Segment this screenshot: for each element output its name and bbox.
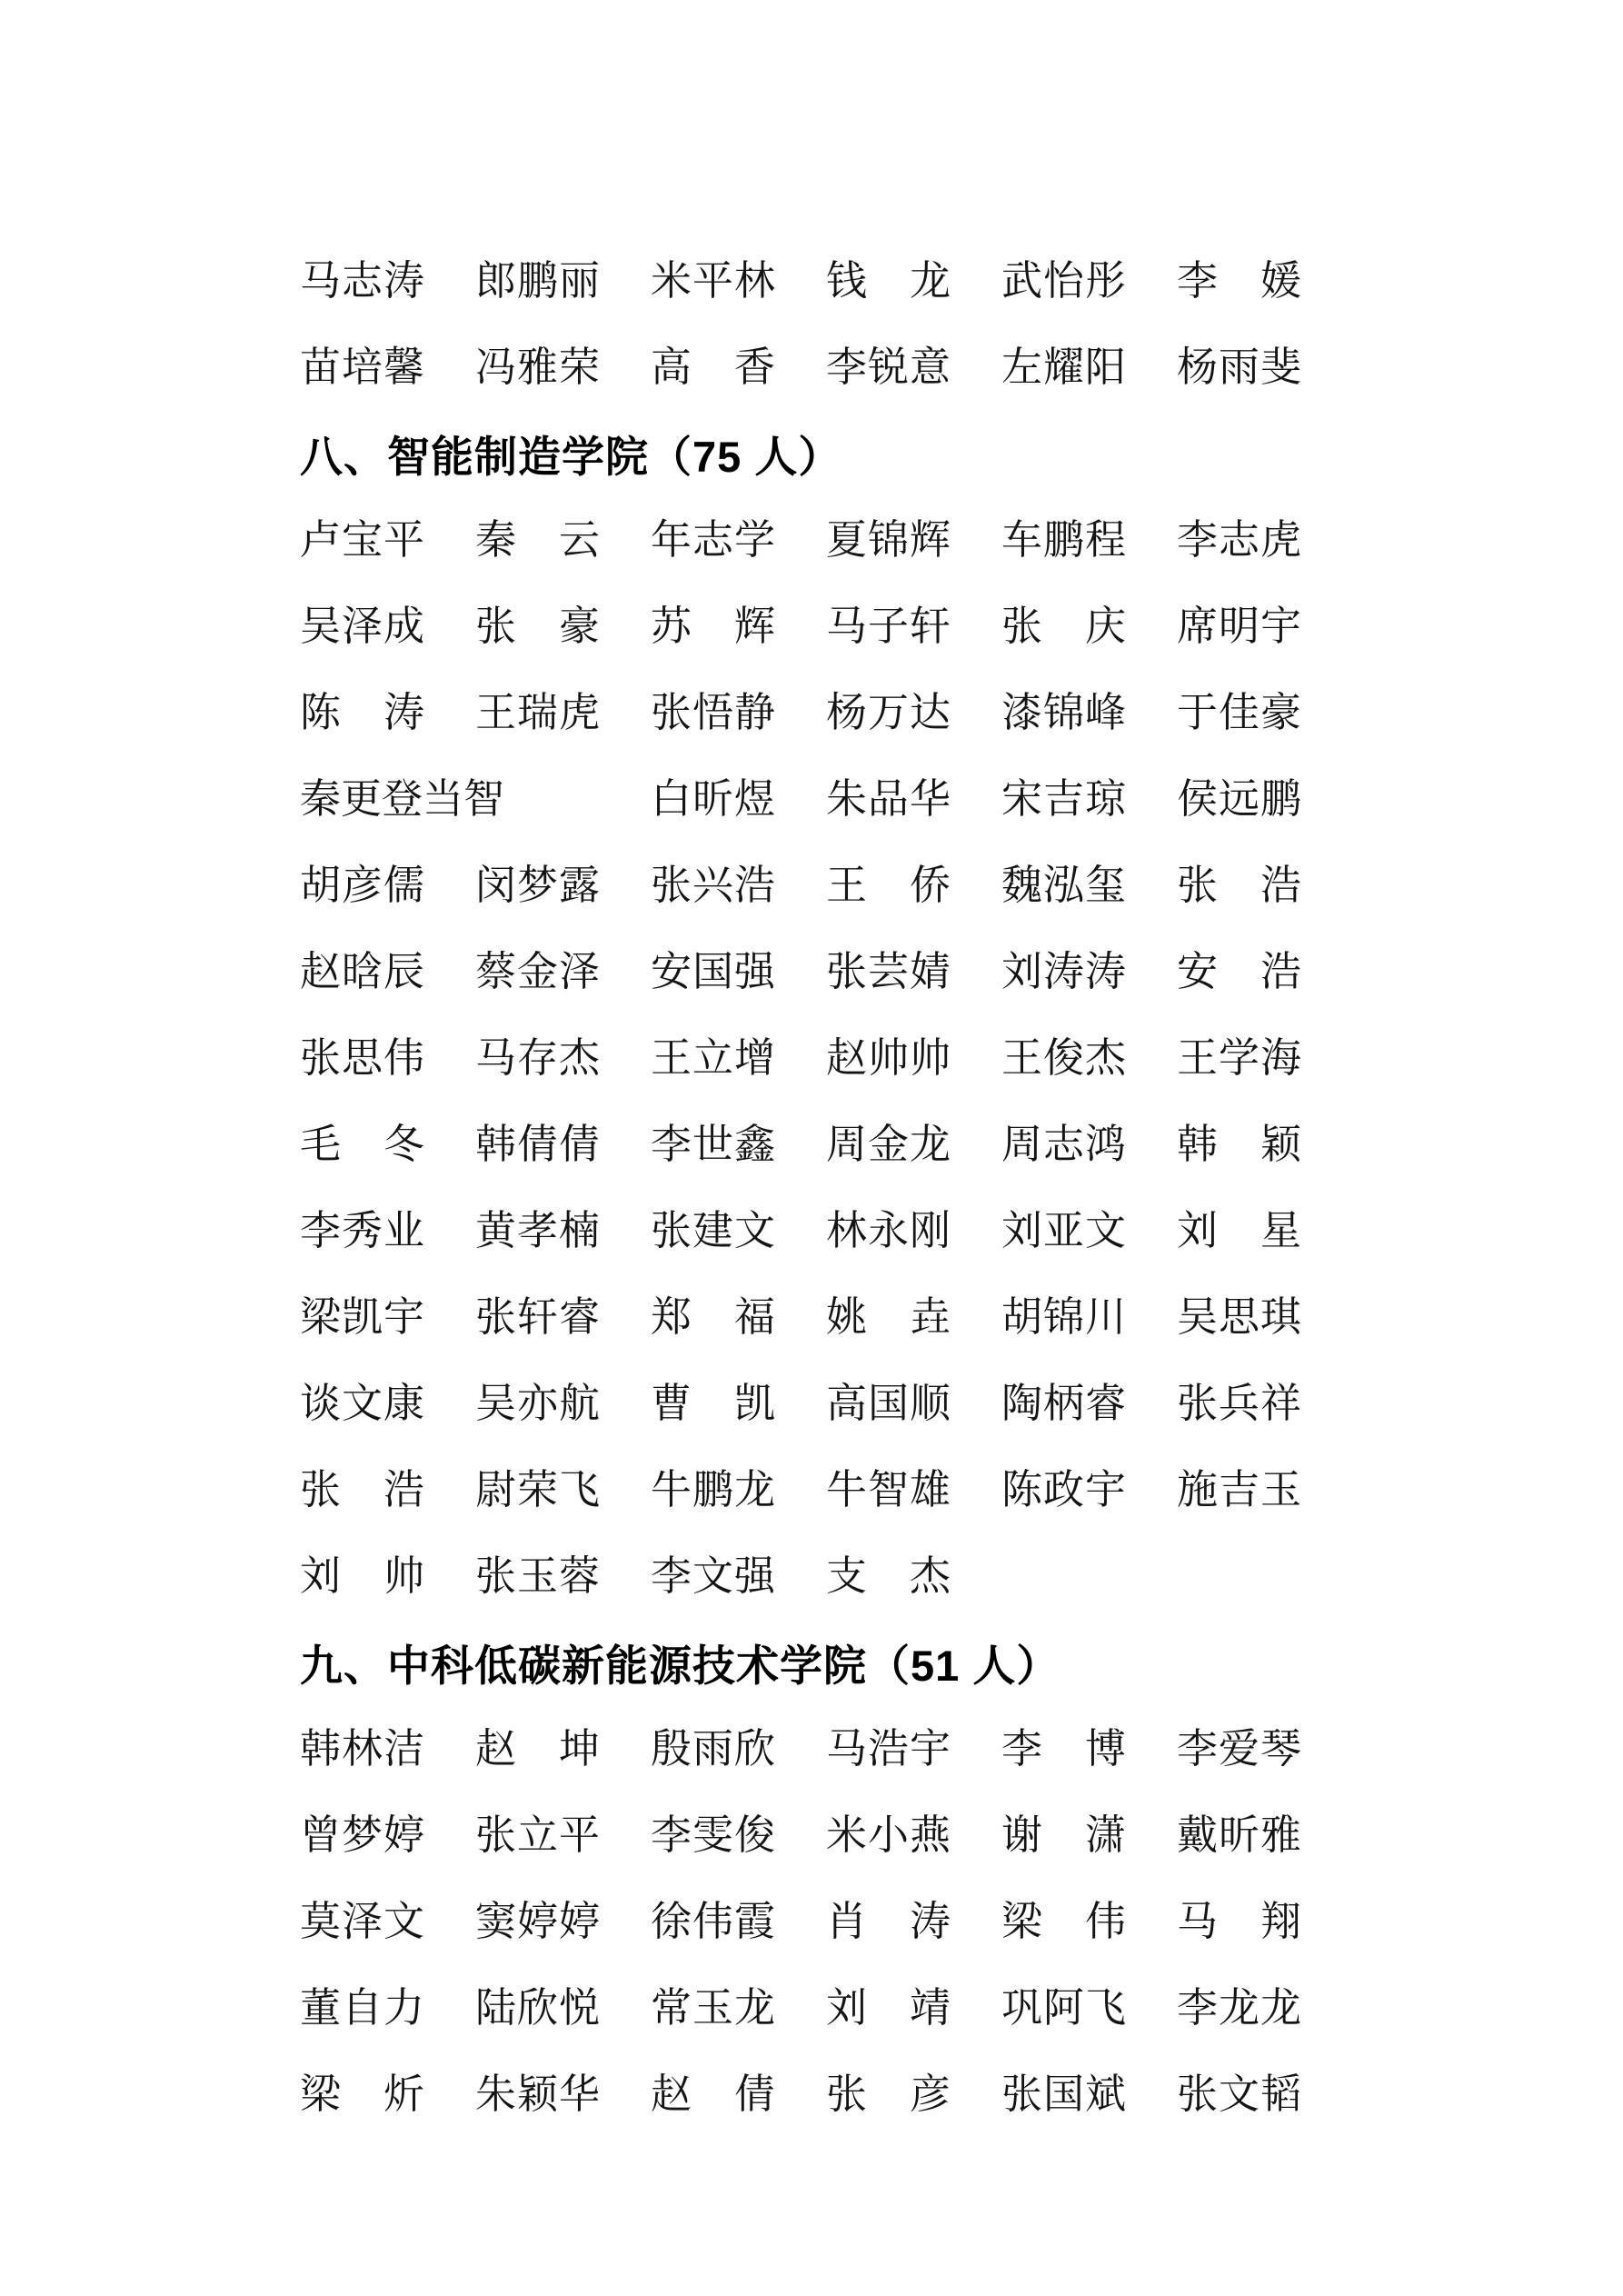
person-name: 周志鸿 <box>1001 1122 1126 1167</box>
person-name: 张兵祥 <box>1177 1381 1301 1426</box>
person-name: 魏泓玺 <box>1001 863 1126 908</box>
person-name: 马翔 <box>1177 1899 1301 1944</box>
person-name: 郎鹏丽 <box>475 258 600 304</box>
person-name: 周金龙 <box>826 1122 951 1167</box>
person-name: 李世鑫 <box>651 1122 775 1167</box>
person-name: 曹凯 <box>651 1381 775 1426</box>
person-name: 曾梦婷 <box>300 1812 424 1858</box>
person-name: 张思伟 <box>300 1035 424 1081</box>
person-name: 陶柄睿 <box>1001 1381 1126 1426</box>
person-name: 支杰 <box>826 1553 951 1599</box>
person-name: 苗培馨 <box>300 344 424 390</box>
person-name: 王侨 <box>826 863 951 908</box>
person-name: 刘星 <box>1177 1208 1301 1253</box>
person-name: 吴泽成 <box>300 604 424 649</box>
person-name: 李志虎 <box>1177 517 1301 563</box>
person-name: 徐伟霞 <box>651 1899 775 1944</box>
person-name: 秦云 <box>475 517 600 563</box>
person-name: 张轩睿 <box>475 1294 600 1340</box>
person-name: 戴昕雅 <box>1177 1812 1301 1858</box>
person-name: 肖涛 <box>826 1899 951 1944</box>
person-name: 刘涛涛 <box>1001 949 1126 994</box>
person-name: 张豪 <box>475 604 600 649</box>
person-name: 牛智雄 <box>826 1467 951 1512</box>
person-name: 陈涛 <box>300 690 424 735</box>
person-name: 李秀业 <box>300 1208 424 1253</box>
person-name: 年志学 <box>651 517 775 563</box>
person-name: 韩林洁 <box>300 1726 424 1772</box>
person-name: 张玉蓉 <box>475 1553 600 1599</box>
person-name: 窦婷婷 <box>475 1899 600 1944</box>
name-row <box>300 929 1568 1015</box>
name-row <box>300 1706 1568 1792</box>
person-name: 李文强 <box>651 1553 775 1599</box>
person-name: 高香 <box>651 344 775 390</box>
name-row <box>300 584 1568 670</box>
roster-lines <box>300 238 1568 2138</box>
name-row <box>300 1533 1568 1620</box>
person-name: 赵帅帅 <box>826 1035 951 1081</box>
person-name: 车鹏程 <box>1001 517 1126 563</box>
person-name: 王瑞虎 <box>475 690 600 735</box>
name-row <box>300 1188 1568 1274</box>
name-row <box>300 1274 1568 1361</box>
person-name: 安浩 <box>1177 949 1301 994</box>
person-name: 米平林 <box>651 258 775 304</box>
person-name: 张浩 <box>1177 863 1301 908</box>
name-row <box>300 1447 1568 1533</box>
person-name: 吴思琪 <box>1177 1294 1301 1340</box>
person-name: 高国顺 <box>826 1381 951 1426</box>
person-name: 梁伟 <box>1001 1899 1126 1944</box>
person-name: 郑福 <box>651 1294 775 1340</box>
person-name: 黄孝楠 <box>475 1208 600 1253</box>
person-name: 陆欣悦 <box>475 1985 600 2031</box>
person-name: 张彦 <box>826 2071 951 2117</box>
name-row <box>300 1361 1568 1447</box>
person-name: 马浩宇 <box>826 1726 951 1772</box>
person-name: 张国斌 <box>1001 2071 1126 2117</box>
person-name: 武怡彤 <box>1001 258 1126 304</box>
person-name: 李媛 <box>1177 258 1301 304</box>
person-name: 夏锦辉 <box>826 517 951 563</box>
person-name: 胡锦川 <box>1001 1294 1126 1340</box>
person-name: 马子轩 <box>826 604 951 649</box>
person-name: 董自力 <box>300 1985 424 2031</box>
name-row <box>300 1879 1568 1965</box>
person-name: 朱品华 <box>826 776 951 822</box>
person-name: 王学海 <box>1177 1035 1301 1081</box>
person-name: 卢宝平 <box>300 517 424 563</box>
person-name: 尉荣飞 <box>475 1467 600 1512</box>
name-row <box>300 1102 1568 1188</box>
person-name: 苏辉 <box>651 604 775 649</box>
person-name: 常玉龙 <box>651 1985 775 2031</box>
person-name: 牛鹏龙 <box>651 1467 775 1512</box>
person-name: 白昕煜 <box>651 776 775 822</box>
person-name: 殷雨欣 <box>651 1726 775 1772</box>
person-name: 张立平 <box>475 1812 600 1858</box>
person-name: 李锐意 <box>826 344 951 390</box>
name-row <box>300 843 1568 929</box>
person-name: 宋吉琼 <box>1001 776 1126 822</box>
name-roster <box>300 238 1568 2138</box>
person-name: 张芸婧 <box>826 949 951 994</box>
name-row <box>300 238 1568 324</box>
person-name: 张兴浩 <box>651 863 775 908</box>
person-name: 李爱琴 <box>1177 1726 1301 1772</box>
person-name: 毛冬 <box>300 1122 424 1167</box>
person-name: 侯远鹏 <box>1177 776 1301 822</box>
person-name: 刘亚文 <box>1001 1208 1126 1253</box>
name-row <box>300 1792 1568 1879</box>
person-name: 张文韬 <box>1177 2071 1301 2117</box>
section-heading: 九、中科低碳新能源技术学院（51 人） <box>300 1642 1060 1690</box>
person-name: 陈政宇 <box>1001 1467 1126 1512</box>
person-name: 秦更登当智 <box>300 776 505 822</box>
person-name: 刘靖 <box>826 1985 951 2031</box>
name-row <box>300 1965 1568 2051</box>
person-name: 张浩 <box>300 1467 424 1512</box>
person-name: 谢潇 <box>1001 1812 1126 1858</box>
name-row <box>300 1015 1568 1102</box>
person-name: 吴亦航 <box>475 1381 600 1426</box>
person-name: 李龙龙 <box>1177 1985 1301 2031</box>
person-name: 韩倩倩 <box>475 1122 600 1167</box>
person-name: 马存杰 <box>475 1035 600 1081</box>
person-name: 冯雅荣 <box>475 344 600 390</box>
person-name: 于佳豪 <box>1177 690 1301 735</box>
name-row <box>300 2051 1568 2138</box>
person-name: 漆锦峰 <box>1001 690 1126 735</box>
person-name: 赵晗辰 <box>300 949 424 994</box>
person-name: 张建文 <box>651 1208 775 1253</box>
name-row <box>300 497 1568 584</box>
person-name: 韩颖 <box>1177 1122 1301 1167</box>
person-name: 马志涛 <box>300 258 424 304</box>
person-name: 赵坤 <box>475 1726 600 1772</box>
person-name: 林永刚 <box>826 1208 951 1253</box>
person-name: 胡彦儒 <box>300 863 424 908</box>
person-name: 谈文康 <box>300 1381 424 1426</box>
person-name: 蔡金泽 <box>475 949 600 994</box>
name-row <box>300 324 1568 411</box>
person-name: 安国强 <box>651 949 775 994</box>
person-name: 闵梦露 <box>475 863 600 908</box>
person-name: 席明宇 <box>1177 604 1301 649</box>
person-name: 赵倩 <box>651 2071 775 2117</box>
person-name: 朱颖华 <box>475 2071 600 2117</box>
name-row <box>300 670 1568 756</box>
person-name: 姚垚 <box>826 1294 951 1340</box>
person-name: 张庆 <box>1001 604 1126 649</box>
person-name: 李雯俊 <box>651 1812 775 1858</box>
person-name: 钱龙 <box>826 258 951 304</box>
section-heading: 八、智能制造学院（75 人） <box>300 433 842 481</box>
person-name: 张悟静 <box>651 690 775 735</box>
name-row <box>300 756 1568 843</box>
person-name: 杨万达 <box>826 690 951 735</box>
person-name: 左耀阳 <box>1001 344 1126 390</box>
person-name: 梁炘 <box>300 2071 424 2117</box>
person-name: 刘帅 <box>300 1553 424 1599</box>
person-name: 王俊杰 <box>1001 1035 1126 1081</box>
person-name: 莫泽文 <box>300 1899 424 1944</box>
person-name: 杨雨斐 <box>1177 344 1301 390</box>
person-name: 米小燕 <box>826 1812 951 1858</box>
person-name: 施吉玉 <box>1177 1467 1301 1512</box>
person-name: 李博 <box>1001 1726 1126 1772</box>
person-name: 梁凯宇 <box>300 1294 424 1340</box>
person-name: 王立增 <box>651 1035 775 1081</box>
person-name: 巩阿飞 <box>1001 1985 1126 2031</box>
